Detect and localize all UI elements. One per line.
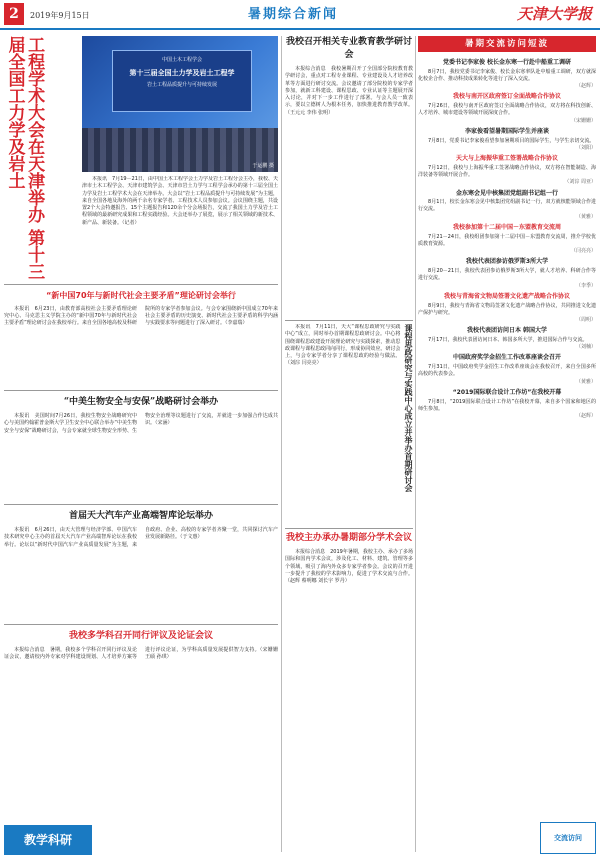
brief-news-item xyxy=(418,389,596,420)
brief-news-title: 我校代表团访问日本 韩国大学 xyxy=(466,327,548,335)
brief-news-item xyxy=(418,128,596,152)
lecture-body: 本报讯 6月23日，由教育部高校社会主要矛盾理论研究中心、马克思主义学院主办的“新中国70年与新时代社会主要矛盾”理论研讨会在我校举行。来自全国各地高校及科研院所的专家学者参加会议。与会专家围绕新中国成立70年来社会主要矛盾的历史演变、新时代社会主要矛盾的科学内涵与实践要求等问题进行了深入研讨。（李嘉瑞） xyxy=(4,305,278,327)
auto-title: 首届天大汽车产业高端智库论坛举办 xyxy=(68,511,213,521)
header-rule xyxy=(0,28,600,30)
brief-news-item xyxy=(418,354,596,385)
brief-news-item xyxy=(418,293,596,324)
auto-article xyxy=(4,510,278,620)
brief-news-title: “2019国际联合设计工作坊”在我校开幕 xyxy=(452,388,562,396)
brief-news-title: 我校与南开区政府签订全面战略合作协议 xyxy=(452,93,561,101)
edu-research-text: 教学科研 xyxy=(23,833,72,847)
divider xyxy=(4,624,278,625)
page-number: 2 xyxy=(4,3,24,25)
visit-logo xyxy=(540,822,596,854)
brief-news-author: （周明） xyxy=(575,317,596,323)
brief-news-author: （闫亮亮） xyxy=(570,248,596,255)
brief-news-body: 7月12日，我校与上海振华重工签署战略合作协议，双方将在智能制造、海洋装备等领域开展合作。 xyxy=(418,164,596,178)
brief-news-body: 7月8日，“2019国际联合设计工作坊”在我校开幕，来自多个国家和地区的师生参加。 xyxy=(418,398,596,412)
brief-news-title: 我校参加第十二届中国－东盟教育交流周 xyxy=(452,223,561,231)
edu-research-logo xyxy=(4,825,92,855)
masthead xyxy=(0,0,600,32)
seminar-article xyxy=(285,36,413,316)
issue-date: 2019年9月15日 xyxy=(30,11,90,20)
brief-news-title: 我校代表团参访俄罗斯3所大学 xyxy=(465,258,549,266)
banner-line-2: 第十三届全国土力学及岩土工程学 xyxy=(129,69,235,78)
brief-news-author: （宋姗姗） xyxy=(570,117,596,124)
brief-news-body: 7月26日，我校与南开区政府签订全面战略合作协议，双方将在科技创新、人才培养、城市建设等领域开展深度合作。 xyxy=(418,103,596,117)
brief-news-item xyxy=(418,258,596,289)
course-title: 课程思政研究与实践中心成立并举办首期研讨会 xyxy=(404,324,413,492)
brief-news-banner: 暑期交流访问短波 xyxy=(418,36,596,52)
conference-article xyxy=(285,532,413,852)
section-title: 暑期综合新闻 xyxy=(248,7,339,22)
brief-news-body: 8月9日，我校与青海省文物局签署文化遗产战略合作协议，共同推进文化遗产保护与研究。 xyxy=(418,302,596,316)
brief-news-title: 中国政府奖学金招生工作改革座谈会召开 xyxy=(452,354,561,362)
lead-vertical-title xyxy=(4,36,78,280)
column-rule xyxy=(281,36,282,852)
brief-news-body: 7月21－24日，我校组团参加第十二届中国－东盟教育交流周，推介学校优质教育资源。 xyxy=(418,233,596,247)
column-rule xyxy=(415,36,416,852)
seminar-title: 我校召开相关专业教育教学研讨会 xyxy=(285,37,412,61)
review-article xyxy=(4,630,278,820)
lead-body: 本报讯 7月19－21日，由中国土木工程学会土力学及岩土工程分会主办，我校、天津市土木工程学会、天津市建筑学会、天津市岩土力学与工程学会承办的第十三届全国土力学及岩土工程学术大会在天津举办。大会以“岩土工程品质提升与可持续发展”为主题，来自全国各地及海外的两千余名专家学者、工程技术人员参加会议。会议围绕主题，共设置2个大会特邀报告、15个主题报告和120余个分会场报告，交流了我国土力学及岩土工程领域的最新研究成果和工程实践经验。大会还举办了展览，展示了相关领域的新技术、新产品、新装备。（记者） xyxy=(82,176,278,226)
conference-body: 本报综合消息 2019年暑期，我校主办、承办了多场国际和国内学术会议，涉及化工、材料、建筑、管理等多个领域，吸引了海内外众多专家学者参会。会议的召开进一步提升了我校的学术影响力，促进了学术交流与合作。（赵辉 蔡明娜 刘长宇 罗丹） xyxy=(285,549,413,585)
course-article xyxy=(285,324,413,524)
divider xyxy=(285,528,413,529)
lecture-article xyxy=(4,290,278,386)
brief-news-item xyxy=(418,155,596,186)
brief-news-item xyxy=(418,190,596,221)
brief-news-body: 7月17日，我校代表团访问日本、韩国多所大学，推进国际合作与交流。 xyxy=(428,336,588,343)
newspaper-logo: 天津大学报 xyxy=(516,5,592,23)
lecture-title: “新中国70年与新时代社会主要矛盾”理论研讨会举行 xyxy=(46,291,236,300)
auto-body: 本报讯 6月26日，由天大管理与经济学部、中国汽车技术研究中心主办的首届天大汽车产业高端智库论坛在我校举行。论坛以“新时代中国汽车产业高质量发展”为主题，来自政府、企业、高校的专家学者齐聚一堂，共同探讨汽车产业发展新路径。（于文惠） xyxy=(4,527,278,548)
visit-text: 交流访问 xyxy=(554,834,582,842)
brief-news-author: （刘淙 周亚） xyxy=(564,179,596,186)
brief-news-author: （黄雅） xyxy=(575,213,596,220)
divider xyxy=(4,504,278,505)
divider xyxy=(285,320,413,321)
brief-news-title: 天大与上海振华重工签署战略合作协议 xyxy=(455,155,558,163)
brief-news-author: （刘阳） xyxy=(575,144,596,151)
lead-article xyxy=(82,176,278,280)
brief-news-body: 8月1日，校长金东寒会见中核集团党组副书记一行，双方就核能领域合作进行交流。 xyxy=(418,199,596,213)
brief-news-title: 我校与青海省文物局签署文化遗产战略合作协议 xyxy=(443,292,570,300)
lead-photo xyxy=(82,36,278,172)
safety-title: “中美生物安全与安保”战略研讨会举办 xyxy=(63,397,219,407)
brief-news-author: （赵辉） xyxy=(575,83,596,90)
brief-news-item xyxy=(418,327,596,351)
banner-line-1: 中国土木工程学会 xyxy=(161,57,202,63)
photo-caption: 于运鹏 摄 xyxy=(252,162,274,169)
brief-news-item xyxy=(418,93,596,124)
brief-news-body: 7月31日，中国政府奖学金招生工作改革座谈会在我校召开，来自全国多所高校的代表参会。 xyxy=(418,364,596,378)
review-body: 本报综合消息 暑期，我校多个学科召开同行评议及论证会议，邀请校内外专家对学科建设规划、人才培养方案等进行评议论证，为学科高质量发展提供智力支持。（宋姗姗 王硕 孙琪） xyxy=(4,647,278,661)
lead-title-text: 工程学术大会在天津举办 第十三届全国工力学及岩土 xyxy=(4,36,45,280)
brief-news-item xyxy=(418,224,596,255)
review-title: 我校多学科召开同行评议及论证会议 xyxy=(68,631,213,641)
divider xyxy=(4,284,278,285)
banner-line-3: 岩土工程品质提升与可持续发展 xyxy=(146,82,217,89)
divider xyxy=(4,390,278,391)
brief-news-title: 李家俊看望暑期国际学生并座谈 xyxy=(464,127,549,135)
brief-news-list xyxy=(418,56,596,822)
brief-news-author: （黄雅） xyxy=(575,378,596,385)
brief-news-title: 党委书记李家俊 校长金东寒一行赴中船重工调研 xyxy=(442,59,572,66)
safety-article xyxy=(4,396,278,500)
brief-news-body: 7月8日，党委书记李家俊看望参加暑期项目的国际学生，与学生亲切交流。 xyxy=(428,137,595,144)
brief-news-body: 8月7日，我校党委书记李家俊、校长金东寒率队赴中船重工调研，双方就深化校企合作、推动科技成果转化等进行了深入交流。 xyxy=(418,68,596,82)
course-body: 本报讯 7月11日，天大“课程思政研究与实践中心”成立，同时举办首期课程思政研讨会。中心将围绕课程思政建设开展理论研究与实践探索，推动思政课程与课程思政同向同行，形成协同效应。研讨会上，与会专家学者分享了课程思政的经验与做法。（刘淙 闫亮亮） xyxy=(285,324,401,367)
photo-banner xyxy=(112,50,252,112)
seminar-body: 本报综合消息 我校暑期召开了全国部分院校教育教学研讨会，重点对工程专业课程、专业建设及人才培养改革等方面进行研讨交流。会议邀请了部分院校的专家学者参加，就新工科建设、课程思政、专业认证等主题展开深入讨论，并对下一步工作进行了部署。与会人员一致表示，要以立德树人为根本任务，加快推进教育教学改革。（王元元 李伟 张明） xyxy=(285,66,413,116)
safety-body: 本报讯 美国时间7月26日，我校生物安全战略研究中心与美国约翰霍普金斯大学卫生安全中心联合举办“中美生物安全与安保”战略研讨会，与会专家就全球生物安全形势、生物安全治理等议题进行了交流，并就进一步加强合作达成共识。（宋涵） xyxy=(4,413,278,434)
brief-news-item xyxy=(418,59,596,90)
brief-news-author: （刘楠） xyxy=(575,344,596,351)
conference-title: 我校主办承办暑期部分学术会议 xyxy=(285,533,412,543)
brief-news-title: 金东寒会见中核集团党组副书记组一行 xyxy=(455,189,558,197)
brief-news-author: （李季） xyxy=(575,282,596,289)
brief-news-author: （赵辉） xyxy=(575,413,596,420)
audience xyxy=(82,128,278,172)
brief-news-body: 8月20－21日，我校代表团参访俄罗斯3所大学，就人才培养、科研合作等进行交流。 xyxy=(418,268,596,282)
